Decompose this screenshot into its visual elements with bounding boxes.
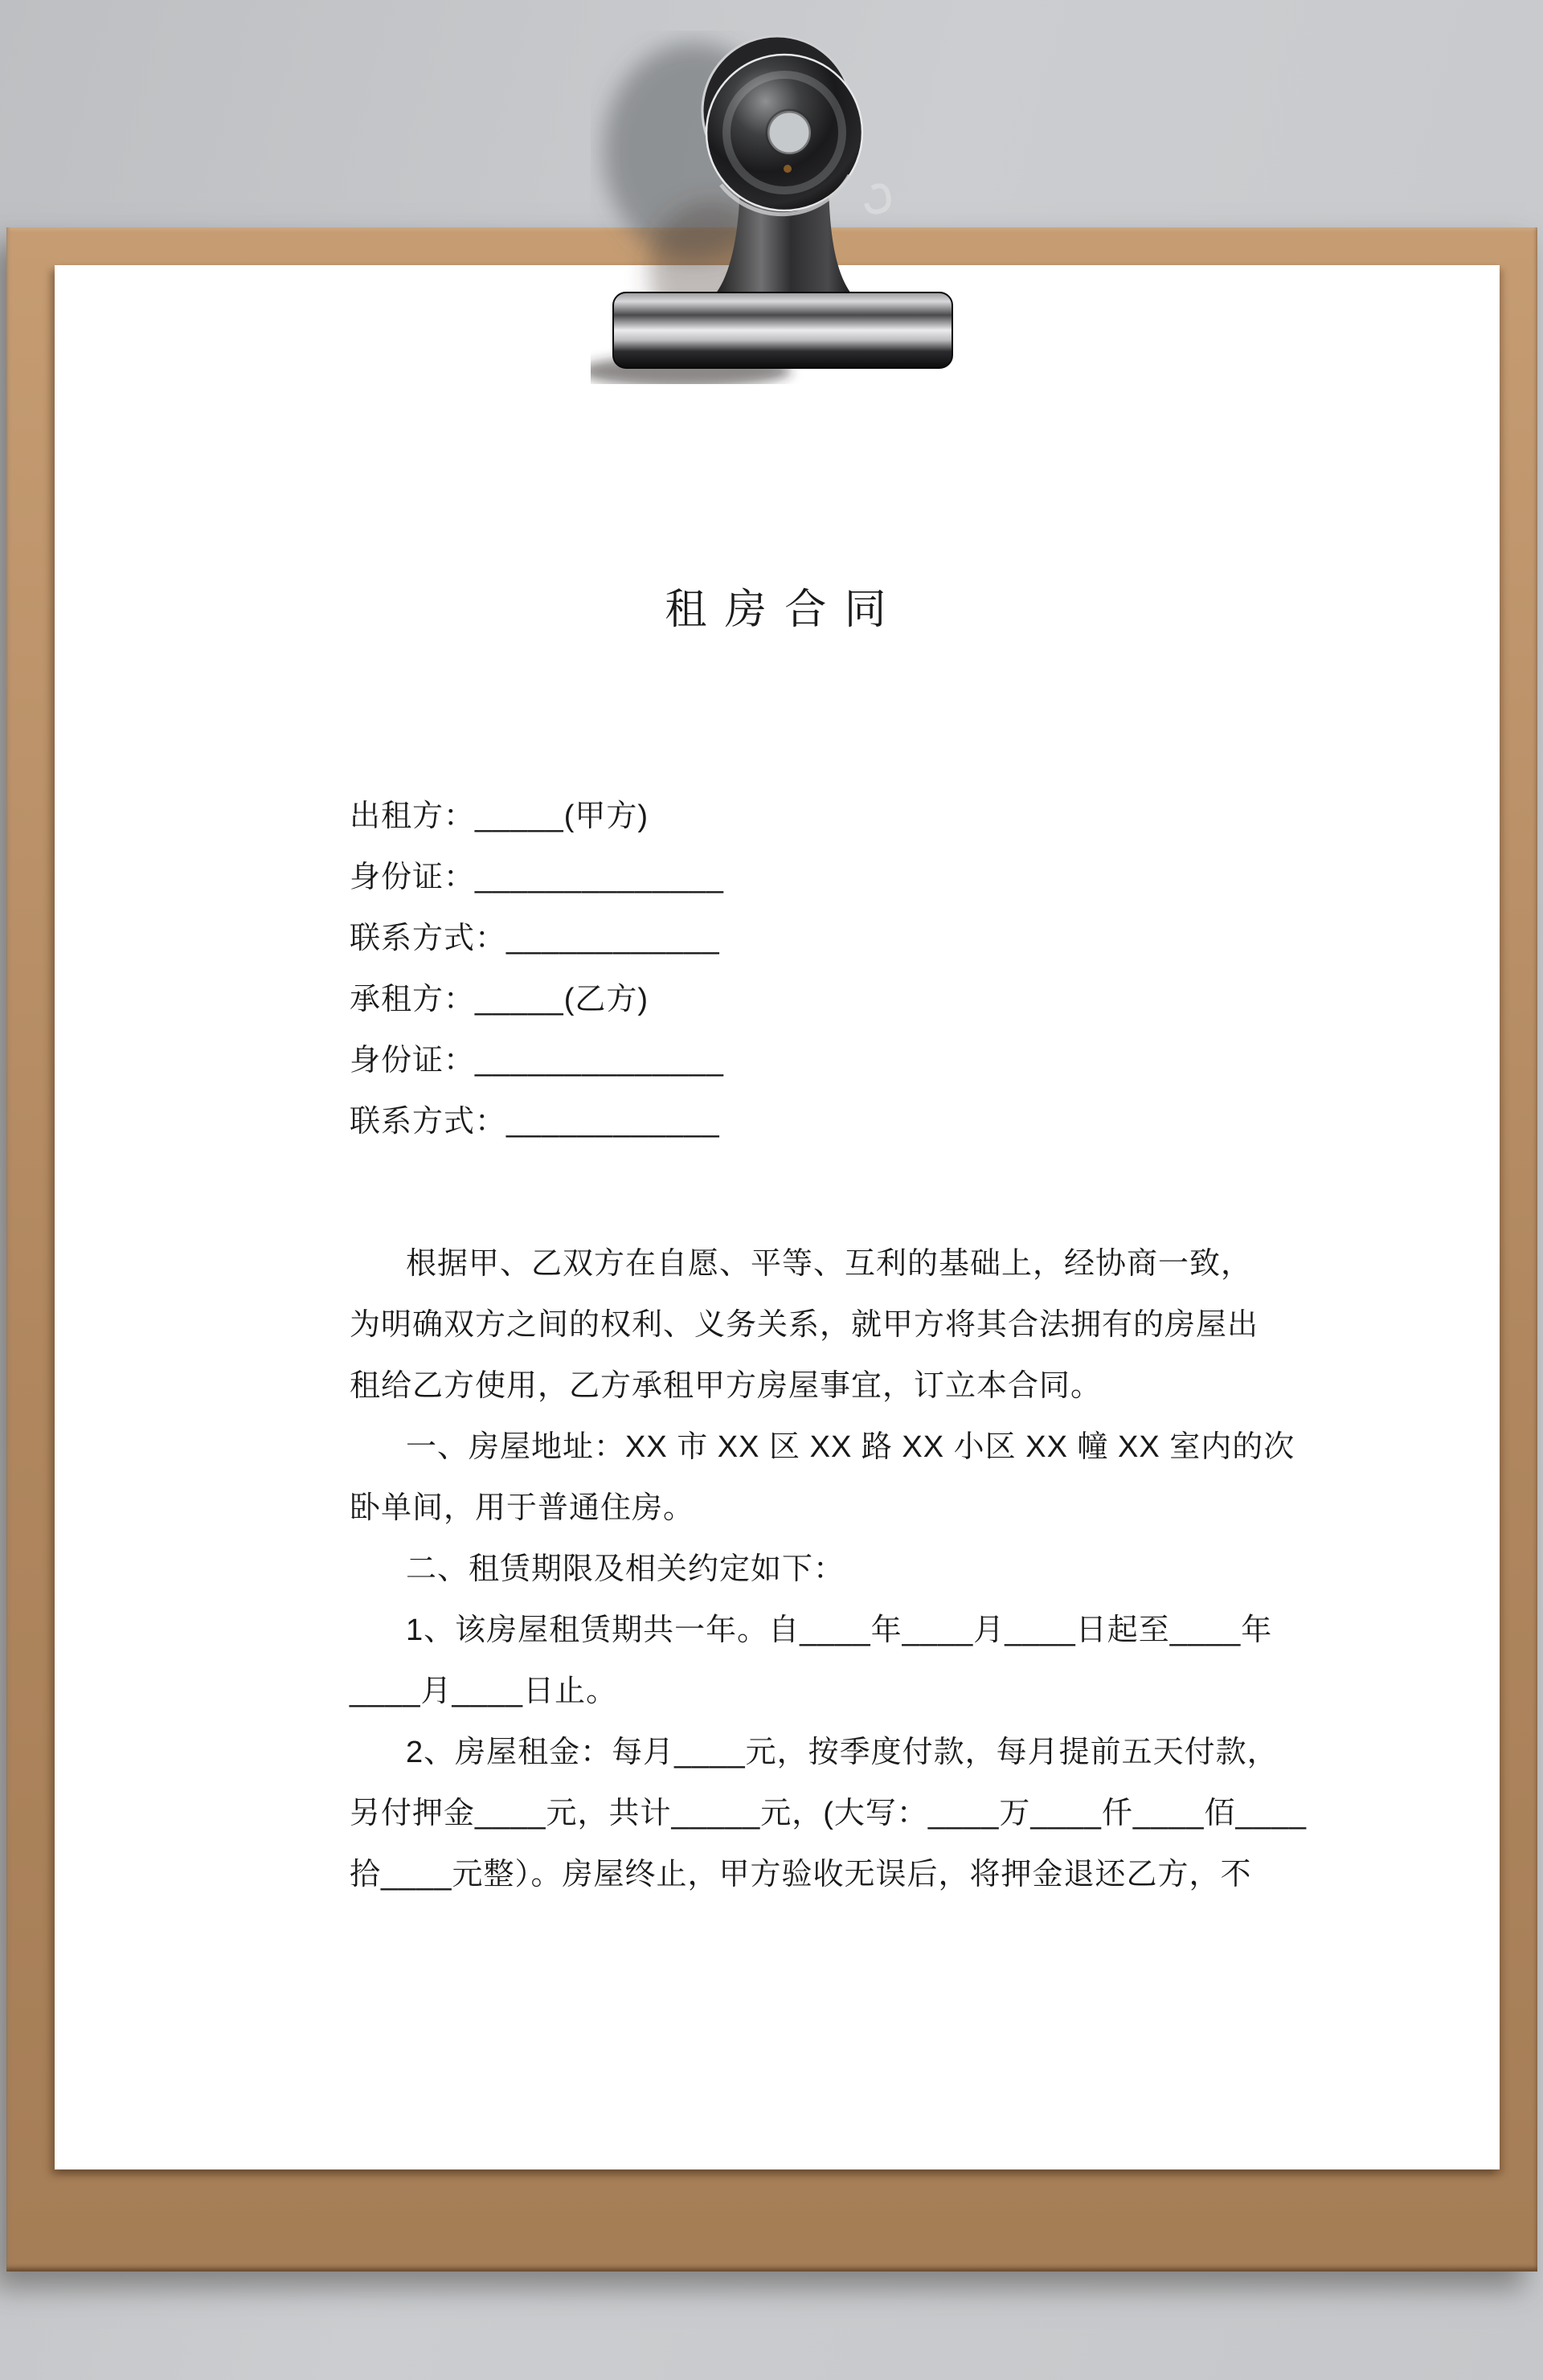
contract-line: 二、租赁期限及相关约定如下： [406,1552,845,1586]
contract-line: 2、房屋租金：每月____元，按季度付款，每月提前五天付款， [406,1736,1279,1769]
party-label: 联系方式： [350,922,507,955]
contract-line: 另付押金____元，共计_____元，(大写：____万____仟____佰____ [350,1797,1308,1830]
party-line-id [350,1030,724,1091]
contract-line: 租给乙方使用，乙方承租甲方房屋事宜，订立本合同。 [350,1369,1103,1403]
document-title: 租 房 合 同 [665,587,890,633]
contract-line: 为明确双方之间的权利、义务关系，就甲方将其合法拥有的房屋出 [350,1308,1259,1342]
contract-line: 拾____元整）。房屋终止，甲方验收无误后，将押金退还乙方，不 [350,1858,1252,1891]
party-label: 出租方： [350,799,476,833]
clipboard-board [6,227,1537,2272]
contract-line: 一、房屋地址：XX 市 XX 区 XX 路 XX 小区 XX 幢 XX 室内的次 [406,1430,1295,1464]
party-label: 承租方： [350,983,476,1016]
blank-underline: ____________ [506,922,720,955]
contract-paper [55,265,1500,2169]
contract-body [350,1233,1308,1905]
blank-underline: ____________ [506,1105,720,1139]
parties-block [350,786,724,1152]
clip-glint [784,165,792,173]
contract-line: 1、该房屋租赁期共一年。自____年____月____日起至____年 [406,1613,1273,1647]
party-label: 身份证： [350,861,476,894]
contract-line: 根据甲、乙双方在自愿、平等、互利的基础上，经协商一致， [406,1247,1253,1281]
party-label: 身份证： [350,1044,476,1078]
party-line-lessor [350,786,724,847]
party-label: 联系方式： [350,1105,507,1139]
party-line-lessee [350,969,724,1030]
party-suffix: (甲方) [563,799,649,833]
blank-underline: ______________ [475,861,724,894]
blank-underline: ______________ [475,1044,724,1078]
blank-underline: _____ [475,799,564,833]
clip-latch [866,186,889,211]
contract-line: ____月____日止。 [350,1675,618,1708]
party-line-contact [350,908,724,969]
party-suffix: (乙方) [563,983,649,1016]
blank-underline: _____ [475,983,564,1016]
contract-line: 卧单间，用于普通住房。 [350,1491,695,1525]
clip-base [613,292,952,368]
party-line-id [350,847,724,908]
party-line-contact [350,1091,724,1152]
binder-clip [591,31,968,384]
